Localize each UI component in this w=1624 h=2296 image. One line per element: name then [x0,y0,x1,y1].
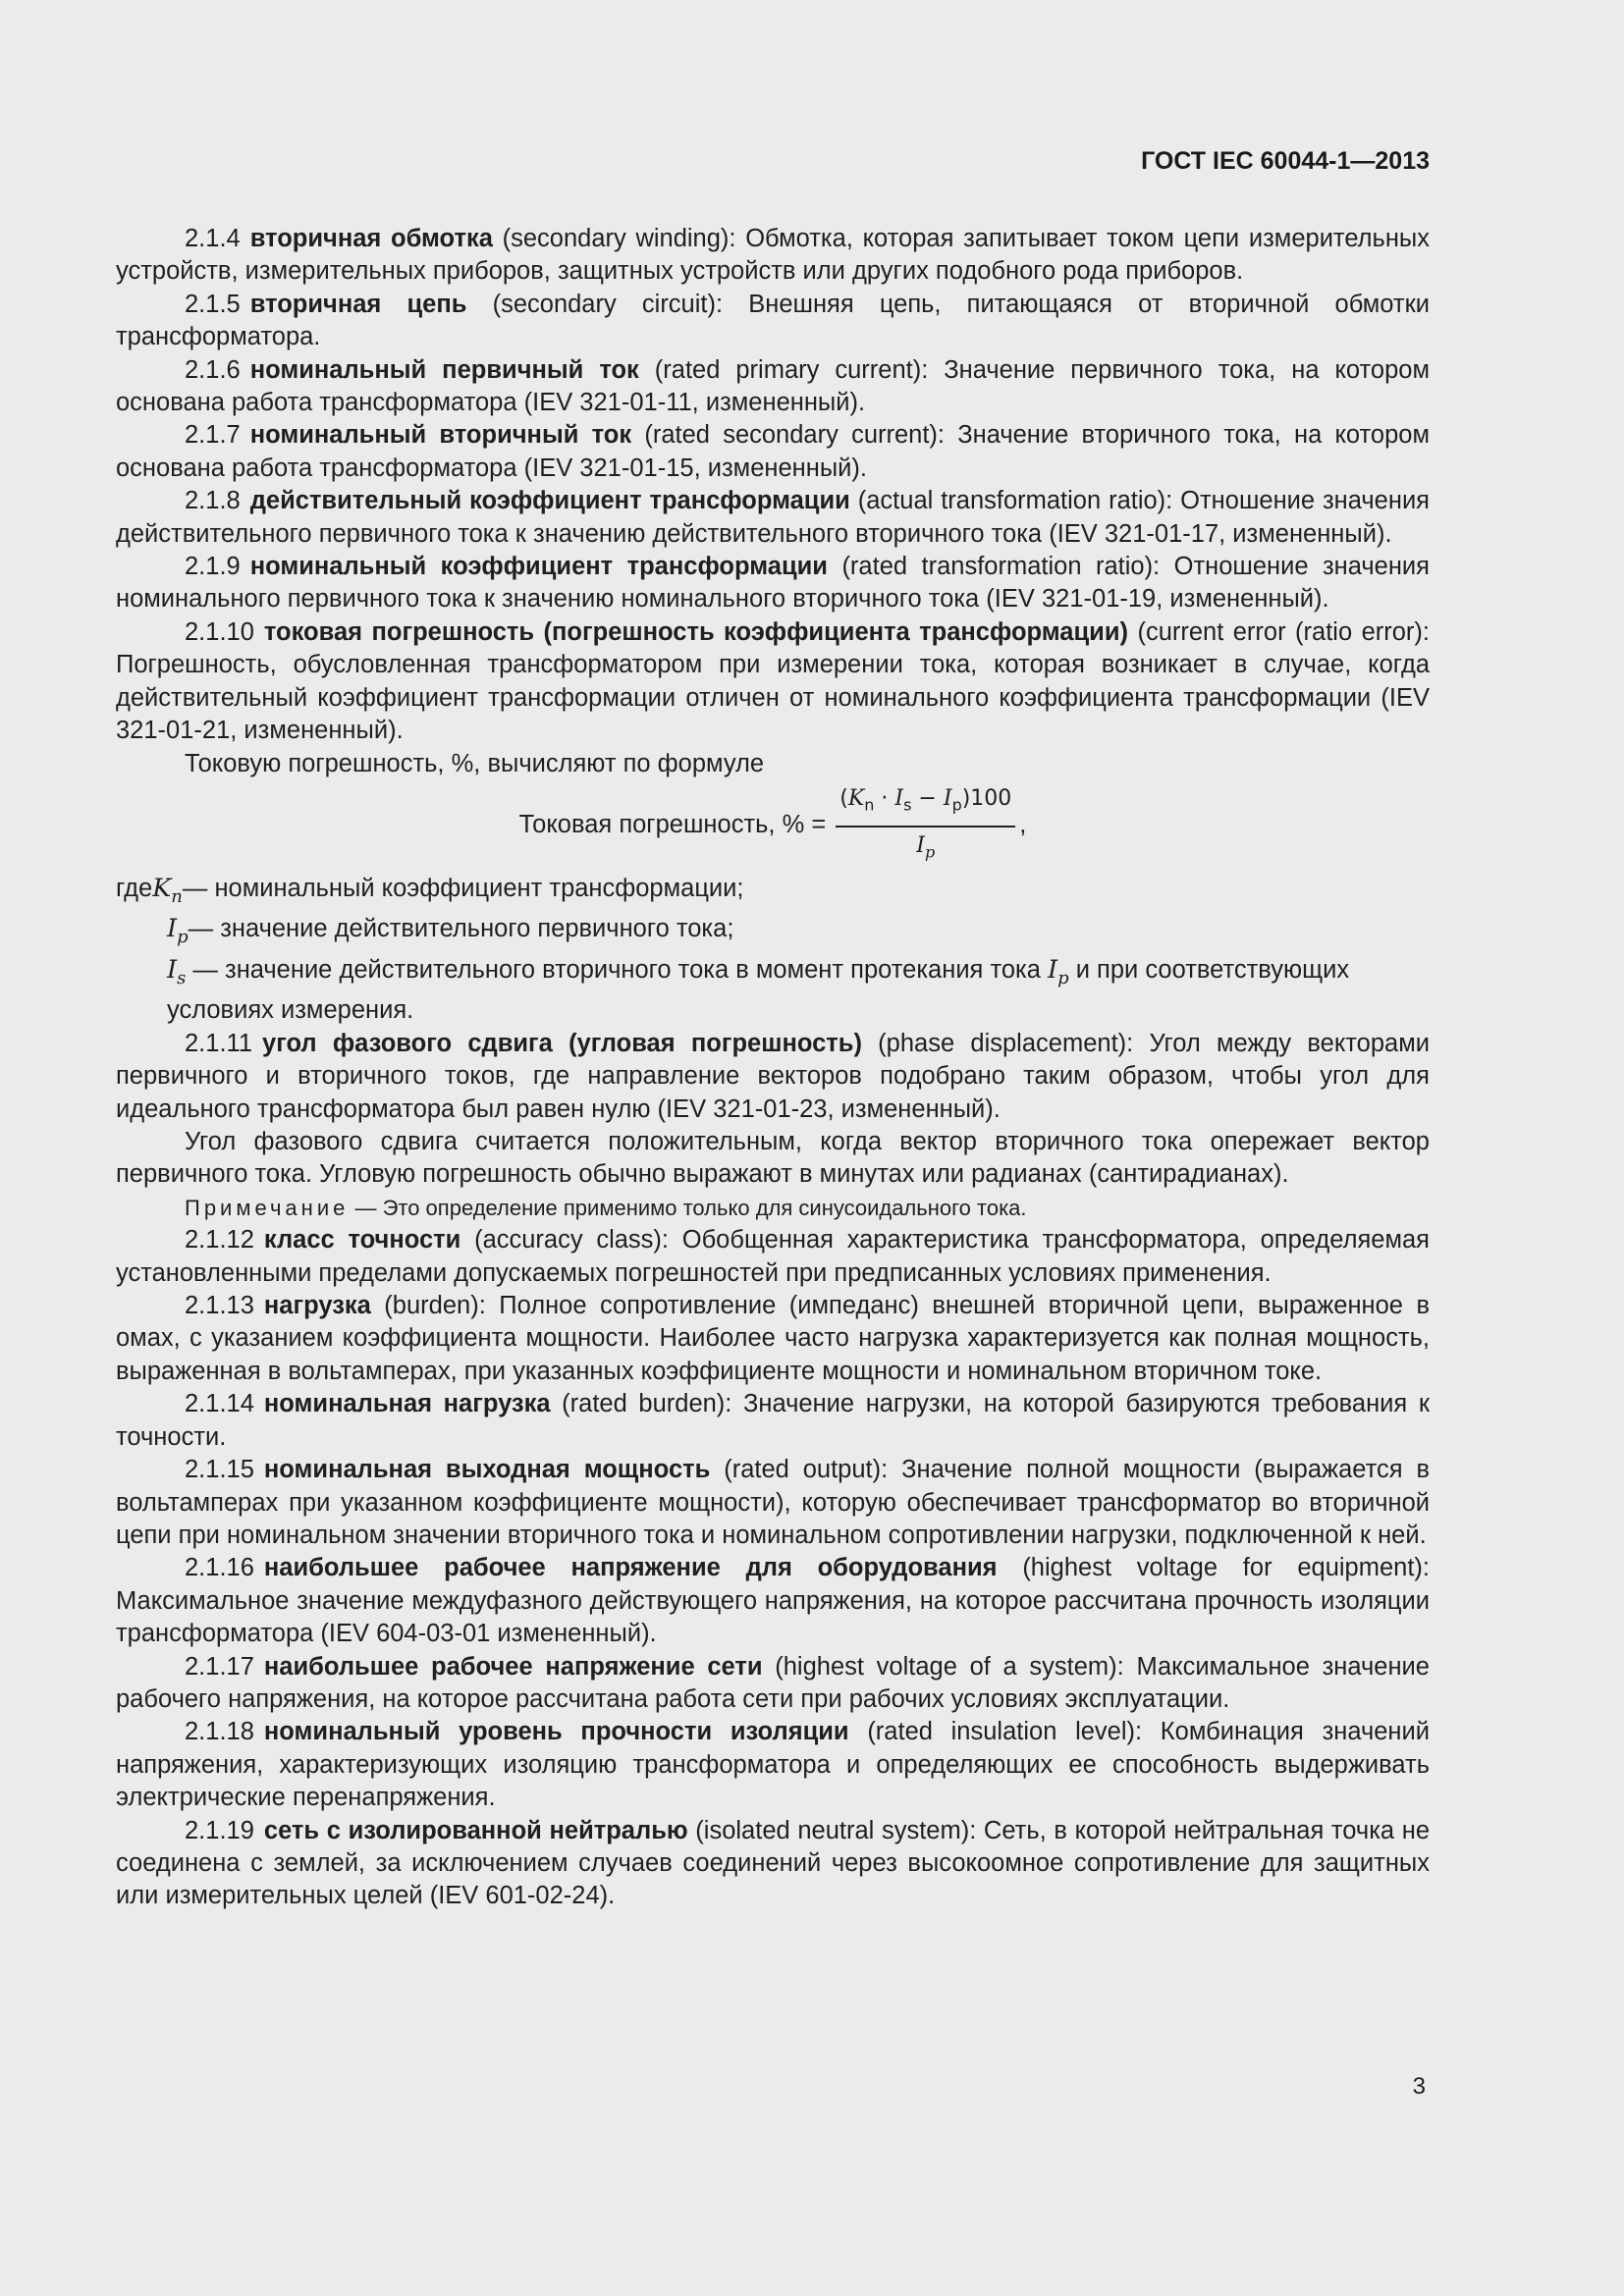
entry-text: (rated transformation ratio): Отношение значения номинального первичного тока к значению номинального вторичного тока (IEV 321-01-19, измененный). [116,553,1430,614]
formula-fraction [836,782,1015,868]
entry-number: 2.1.16 [185,1554,254,1582]
formula-numerator: $(K_n \cdot I_s - I_p)100$ [839,786,1012,815]
entry-text: (rated output): Значение полной мощности (выражается в вольтамперах при указанном коэффициенте мощности), которую обеспечивает трансформатор во вторичной цепи при номинальном значении вторичного тока и номинальном сопротивлении нагрузки, подключенной к ней. [116,1456,1431,1549]
definition-entry [116,1028,1430,1126]
definitions-list-c [116,1224,1430,1913]
note-label: Примечание [185,1195,350,1220]
entry-term: сеть с изолированной нейтралью [263,1816,688,1844]
definition-entry [116,551,1430,616]
entry-term: номинальная нагрузка [263,1390,551,1418]
note-text: — Это определение применимо только для синусоидального тока. [349,1195,1027,1220]
entry-text: (rated secondary current): Значение вторичного тока, на котором основана работа трансформатора (IEV 321-01-15, измененный). [116,421,1431,482]
entry-text: (accuracy class): Обобщенная характеристика трансформатора, определяемая установленными пределами допускаемых погрешностей при предписанных условиях применения. [116,1226,1430,1287]
entry-number: 2.1.6 [185,355,241,384]
page-number: 3 [1412,2073,1426,2100]
phase-paragraph: Угол фазового сдвига считается положительным, когда вектор вторичного тока опережает вектор первичного тока. Угловую погрешность обычно выражают в минутах или радианах (сантирадианах). [116,1128,1430,1189]
definition-entry [116,419,1430,485]
entry-number: 2.1.11 [185,1029,253,1057]
note [116,1192,1430,1224]
entry-term: номинальная выходная мощность [263,1456,711,1484]
entry-text: (secondary winding): Обмотка, которая запитывает током цепи измерительных устройств, измерительных приборов, защитных устройств или других подобного рода приборов. [116,225,1430,286]
definition-entry [116,1651,1430,1717]
entry-term: номинальный вторичный ток [249,421,632,450]
entry-number: 2.1.15 [185,1456,254,1484]
document-body [116,223,1430,1913]
document-header: ГОСТ IEC 60044-1—2013 [1141,147,1430,175]
entry-text: (secondary circuit): Внешняя цепь, питающаяся от вторичной обмотки трансформатора. [116,290,1431,351]
entry-text: (rated primary current): Значение первичного тока, на котором основана работа трансформатора (IEV 321-01-11, измененный). [116,355,1430,417]
entry-text: (actual transformation ratio): Отношение значения действительного первичного тока к значению действительного вторичного тока (IEV 321-01-17, измененный). [116,487,1430,548]
entry-number: 2.1.18 [185,1718,254,1746]
definitions-list-a [116,223,1430,748]
entry-text: (burden): Полное сопротивление (импеданс) внешней вторичной цепи, выраженное в омах, с указанием коэффициента мощности. Наиболее часто нагрузка характеризуется как полная мощность, выраженная в вольтамперах, при указанных коэффициенте мощности и номинальном вторичном токе. [116,1292,1430,1385]
entry-number: 2.1.14 [185,1390,254,1418]
definition-entry [116,485,1430,551]
formula-label: Токовая погрешность, % = [518,811,827,839]
legend-row-is: $I_s$ — значение действительного вторичного тока в момент протекания тока $I_p$ и при соответствующих условиях измерения. [167,954,1350,1025]
definition-entry [116,1716,1430,1814]
formula-intro: Токовую погрешность, %, вычисляют по формуле [185,749,765,777]
entry-term: наибольшее рабочее напряжение для оборудования [263,1554,998,1582]
legend-row-kn: где $K_n$ — номинальный коэффициент трансформации; [116,873,744,907]
entry-text: (phase displacement): Угол между векторами первичного и вторичного токов, где направление векторов подобрано таким образом, чтобы угол для идеального трансформатора был равен нулю (IEV 321-01-23, измененный). [116,1029,1430,1123]
entry-number: 2.1.17 [185,1652,254,1681]
definition-entry [116,1552,1430,1650]
entry-text: (current error (ratio error): Погрешность, обусловленная трансформатором при измерении тока, которая возникает в случае, когда действительный коэффициент трансформации отличен от номинального коэффициента трансформации (IEV 321-01-21, измененный). [116,617,1430,745]
entry-term: угол фазового сдвига (угловая погрешность) [262,1029,862,1057]
formula-legend [116,873,1430,1028]
entry-number: 2.1.10 [185,617,254,646]
entry-term: вторичная цепь [249,290,467,318]
entry-term: класс точности [263,1226,461,1255]
definition-entry [116,1290,1430,1388]
entry-text: (rated insulation level): Комбинация значений напряжения, характеризующих изоляцию трансформатора и определяющих ее способность выдерживать электрические перенапряжения. [116,1718,1430,1812]
entry-term: номинальный первичный ток [249,355,639,384]
entry-text: (isolated neutral system): Сеть, в которой нейтральная точка не соединена с землей, за исключением случаев соединений через высокоомное сопротивление для защитных или измерительных целей (IEV 601-02-24). [116,1816,1431,1910]
entry-text: (rated burden): Значение нагрузки, на которой базируются требования к точности. [116,1390,1430,1451]
entry-term: номинальный коэффициент трансформации [249,553,828,581]
definition-entry [116,223,1430,289]
entry-term: действительный коэффициент трансформации [249,487,850,515]
entry-number: 2.1.8 [185,487,241,515]
definition-entry [116,1224,1430,1290]
entry-number: 2.1.19 [185,1816,254,1844]
entry-number: 2.1.9 [185,553,241,581]
formula-comma: , [1019,811,1027,839]
definition-entry [116,616,1430,748]
definition-entry [116,1454,1430,1552]
definition-entry [116,354,1430,420]
definition-entry [116,1815,1430,1913]
entry-number: 2.1.12 [185,1226,254,1255]
entry-term: нагрузка [263,1292,371,1320]
entry-term: наибольшее рабочее напряжение сети [263,1652,763,1681]
entry-number: 2.1.5 [185,290,241,318]
definition-entry [116,289,1430,354]
entry-number: 2.1.7 [185,421,241,450]
entry-number: 2.1.13 [185,1292,254,1320]
legend-row-ip: $I_p$ — значение действительного первичного тока; [167,914,734,948]
formula [116,782,1430,869]
formula-denominator: $I_p$ [916,832,936,862]
entry-term: номинальный уровень прочности изоляции [263,1718,849,1746]
definitions-list-b [116,1028,1430,1126]
entry-term: вторичная обмотка [249,225,493,252]
definition-entry [116,1388,1430,1454]
entry-text: (highest voltage of a system): Максимальное значение рабочего напряжения, на которое рассчитана работа сети при рабочих условиях эксплуатации. [116,1652,1430,1713]
entry-number: 2.1.4 [185,225,241,252]
entry-term: токовая погрешность (погрешность коэффициента трансформации) [263,617,1129,646]
entry-text: (highest voltage for equipment): Максимальное значение междуфазного действующего напряжения, на которое рассчитана прочность изоляции трансформатора (IEV 604-03-01 измененный). [116,1554,1430,1648]
